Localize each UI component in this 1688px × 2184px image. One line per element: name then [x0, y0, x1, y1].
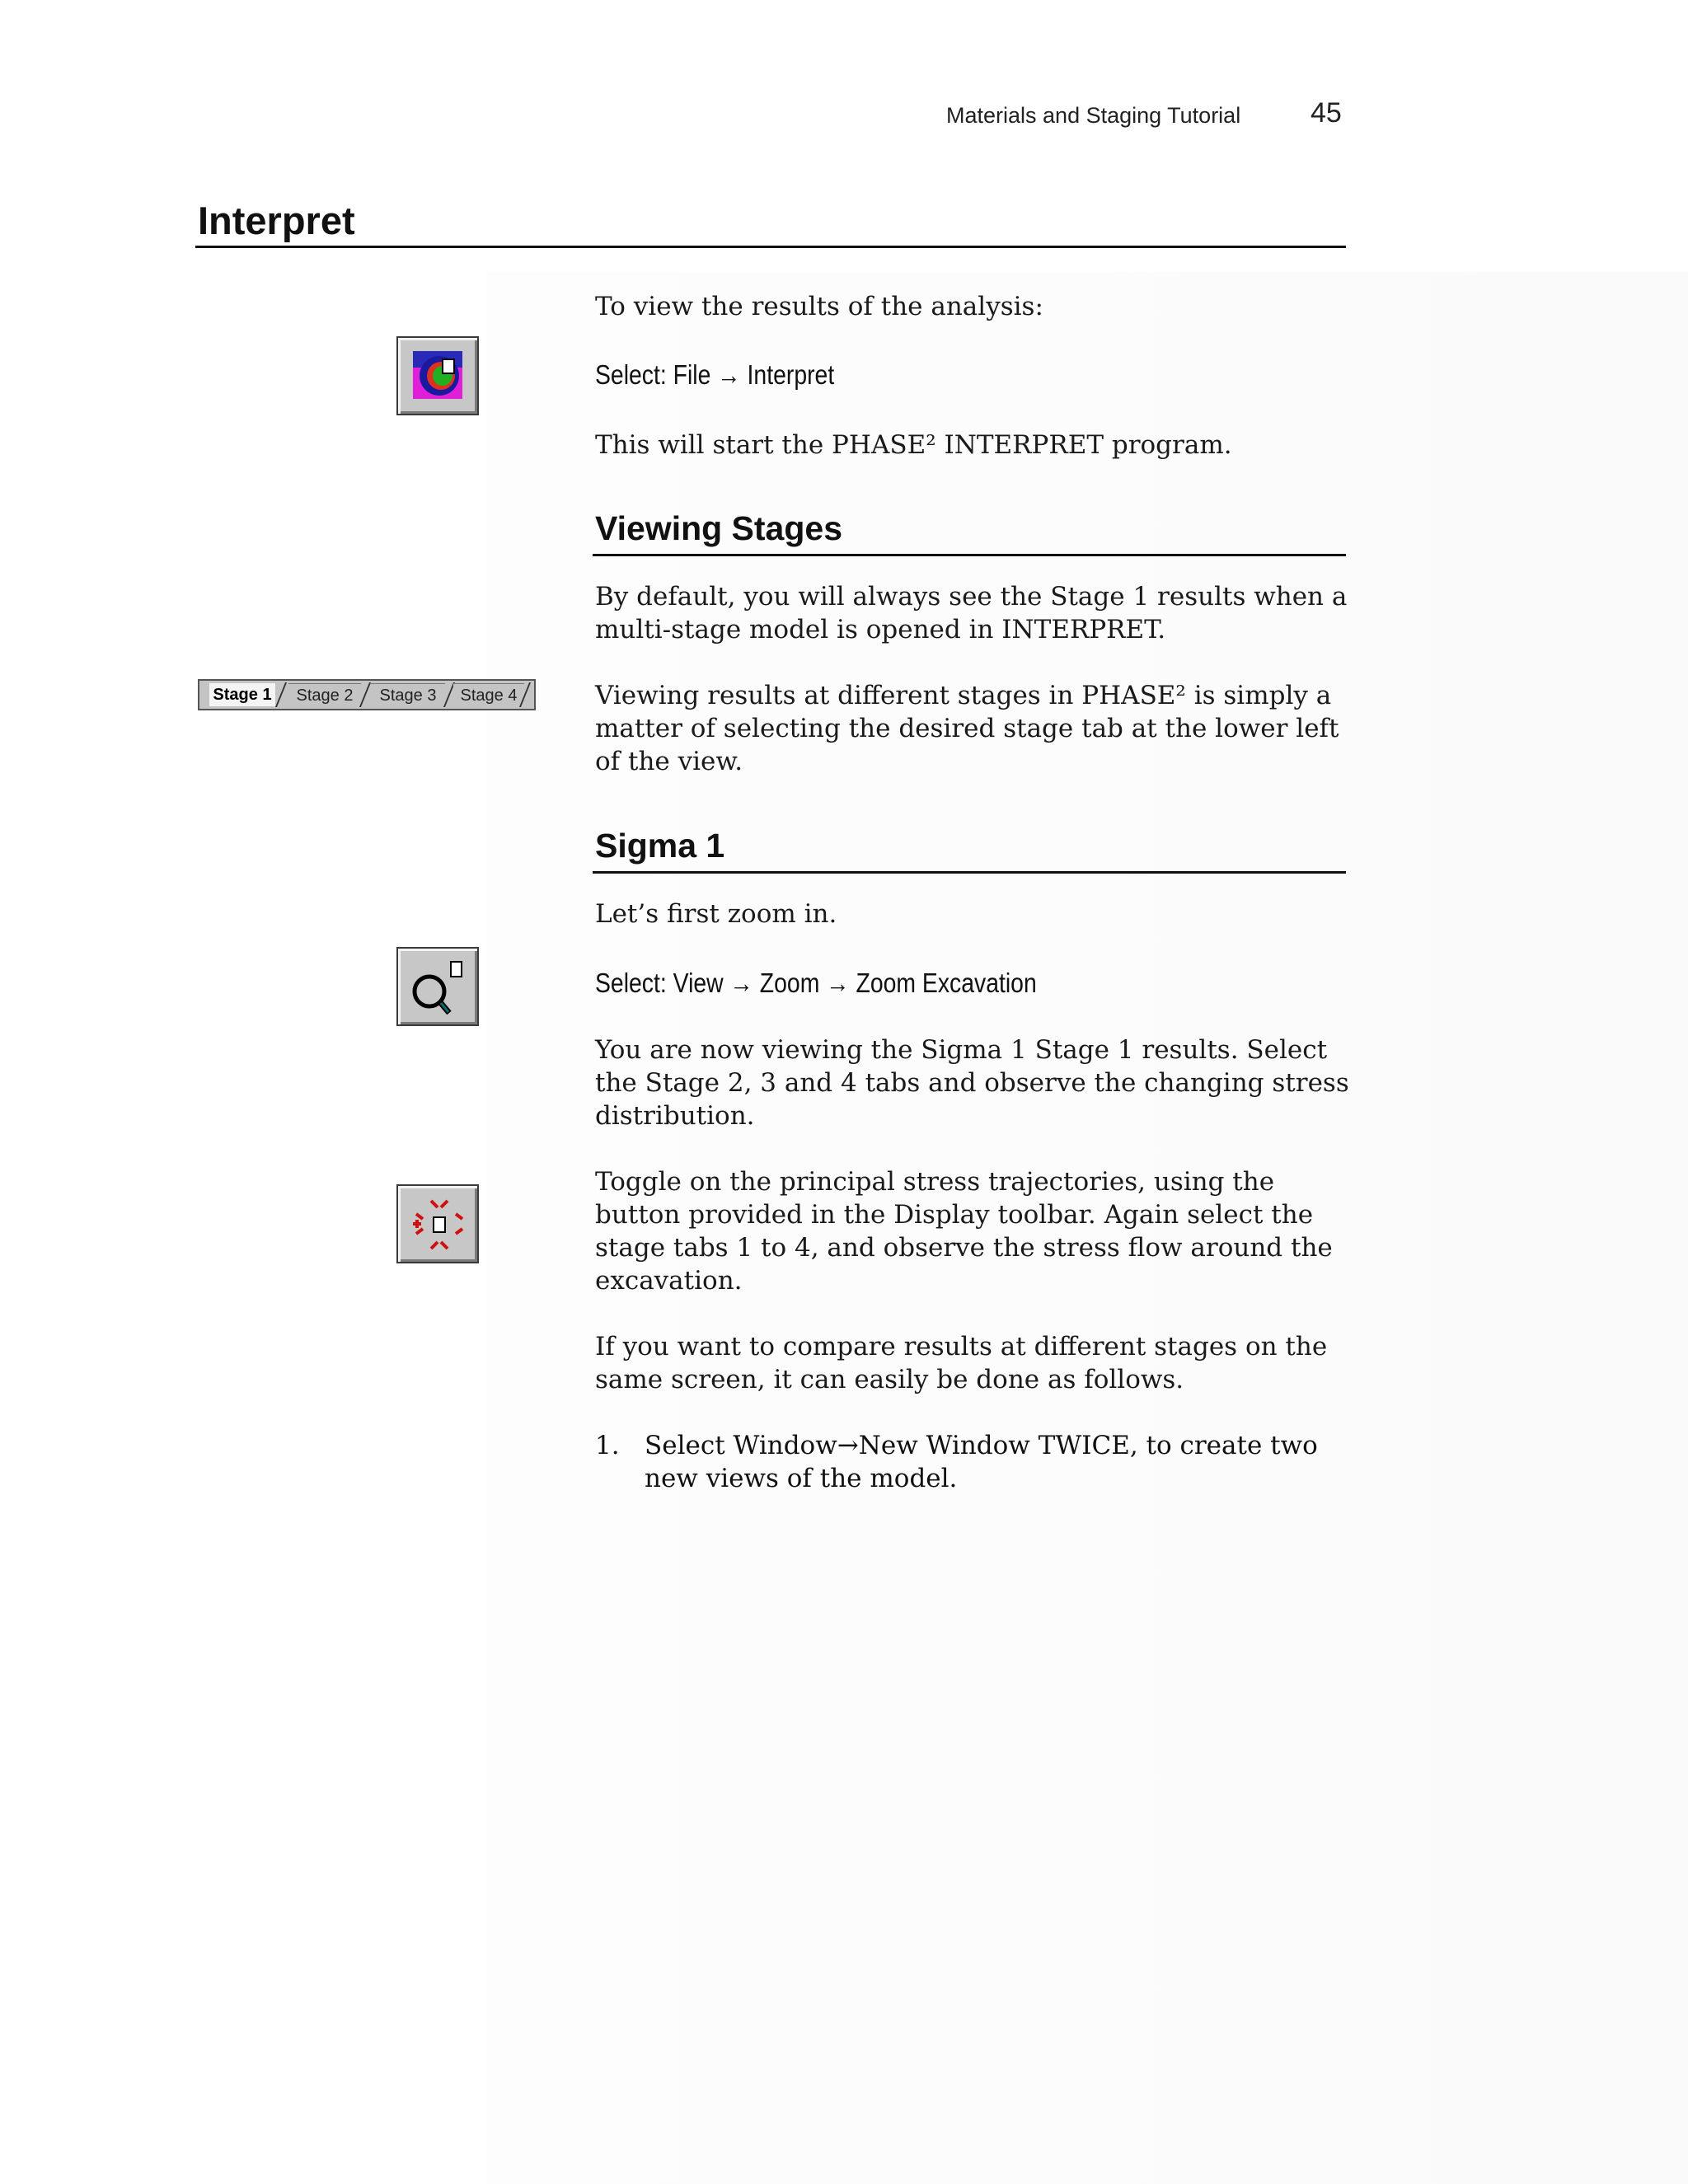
stage-tabs — [198, 679, 536, 710]
sigma1-p3: Toggle on the principal stress trajectories, using the button provided in the Display toolbar. Again select the stage tabs 1 to 4, and observe the stress flow around the excavation. — [595, 1167, 1333, 1296]
subheading-rule — [593, 554, 1346, 556]
sigma1-p4: If you want to compare results at different stages on the same screen, it can easily be done as follows. — [595, 1332, 1328, 1394]
select-interpret: Select: File → Interpret — [595, 359, 835, 390]
heading-rule — [195, 246, 1346, 248]
tab-divider — [359, 682, 371, 707]
viewing-stages-p2: Viewing results at different stages in PHASE² is simply a matter of selecting the desired stage tab at the lower left of the view. — [595, 681, 1339, 776]
select-zoom: Select: View → Zoom → Zoom Excavation — [595, 968, 1037, 998]
tab-stage-1[interactable]: Stage 1 — [209, 683, 275, 706]
interpret-button[interactable] — [396, 336, 479, 415]
subheading-rule — [593, 871, 1346, 874]
tab-divider — [275, 682, 287, 707]
subheading-viewing-stages: Viewing Stages — [595, 509, 843, 547]
page-number: 45 — [1311, 97, 1342, 129]
tab-stage-2[interactable]: Stage 2 — [288, 683, 361, 707]
zoom-excavation-button[interactable] — [396, 947, 479, 1026]
zoom-excavation-icon — [398, 949, 481, 1028]
tab-stage-3[interactable]: Stage 3 — [371, 683, 445, 707]
interpret-icon — [398, 338, 481, 417]
running-header: Materials and Staging Tutorial — [946, 103, 1241, 128]
viewing-stages-p1: By default, you will always see the Stage 1 results when a multi-stage model is opened in INTERPRET. — [595, 582, 1348, 644]
start-text: This will start the PHASE² INTERPRET program. — [595, 430, 1232, 460]
tab-stage-4[interactable]: Stage 4 — [453, 683, 524, 707]
list-item-number: 1. — [595, 1431, 620, 1460]
sigma1-p2: You are now viewing the Sigma 1 Stage 1 results. Select the Stage 2, 3 and 4 tabs and observe the changing stress distribution. — [595, 1035, 1349, 1131]
section-heading-interpret: Interpret — [198, 199, 355, 242]
intro-text: To view the results of the analysis: — [595, 292, 1043, 321]
stress-trajectories-button[interactable] — [396, 1184, 479, 1263]
sigma1-p1: Let’s first zoom in. — [595, 899, 837, 929]
stress-trajectories-icon — [398, 1186, 481, 1265]
subheading-sigma-1: Sigma 1 — [595, 827, 725, 865]
list-item: Select Window→New Window TWICE, to create two new views of the model. — [645, 1431, 1318, 1493]
